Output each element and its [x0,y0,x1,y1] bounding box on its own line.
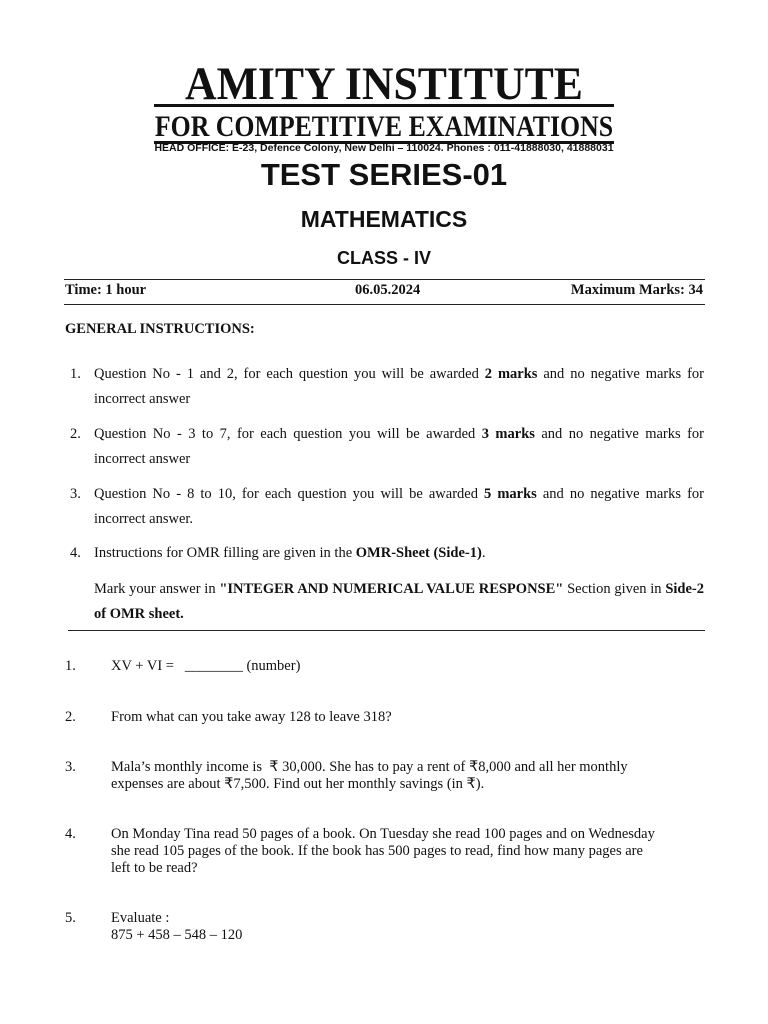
institute-subtitle: FOR COMPETITIVE EXAMINATIONS [154,110,614,143]
instruction-item [70,482,704,532]
exam-date: 06.05.2024 [355,282,421,298]
question-item [65,826,705,877]
question-number: 5. [65,910,76,926]
test-series-title: TEST SERIES-01 [260,157,508,192]
omr-note-section: "INTEGER AND NUMERICAL VALUE RESPONSE" [219,581,564,597]
omr-note-text: Mark your answer in [94,581,220,597]
instruction-item [70,422,704,472]
instruction-omr-sheet: OMR-Sheet (Side-1) [355,545,482,561]
instruction-text-end: and no negative marks for incorrect answer [94,426,704,467]
info-rule-bottom [64,304,705,305]
omr-note [70,577,704,627]
instruction-item [70,541,704,566]
question-number: 4. [65,826,76,842]
question-text: Evaluate : [111,910,170,926]
instruction-number: 4. [70,545,81,561]
question-text: XV + VI = ________ (number) [111,658,301,674]
instruction-text: Question No - 1 and 2, for each question you will be awarded [94,366,485,382]
omr-note-text-mid: Section given in [563,581,666,597]
instruction-text-end: and no negative marks for incorrect answer. [94,486,704,527]
question-text: On Monday Tina read 50 pages of a book. On Tuesday she read 100 pages and on Wednesday [111,826,655,842]
question-text: From what can you take away 128 to leave 318? [111,709,392,725]
instruction-text: Question No - 3 to 7, for each question you will be awarded [94,426,482,442]
instruction-text: Instructions for OMR filling are given in the [94,545,356,561]
head-office-address: HEAD OFFICE: E-23, Defence Colony, New Delhi – 110024. Phones : 011-41888030, 41888031 [154,142,614,154]
question-text: she read 105 pages of the book. If the book has 500 pages to read, find how many pages are [111,843,643,859]
question-text: Mala’s monthly income is ₹ 30,000. She has to pay a rent of ₹8,000 and all her monthly [111,759,628,775]
question-item [65,658,705,675]
question-item [65,709,705,726]
instruction-item [70,362,704,412]
exam-time: Time: 1 hour [65,282,147,298]
subject-title: MATHEMATICS [300,206,468,232]
instruction-number: 1. [70,366,81,382]
question-text: expenses are about ₹7,500. Find out her monthly savings (in ₹). [111,776,485,792]
instruction-number: 2. [70,426,81,442]
question-number: 3. [65,759,76,775]
institute-name: AMITY INSTITUTE [185,58,583,110]
instruction-number: 3. [70,486,81,502]
question-text: left to be read? [111,860,198,876]
question-text: 875 + 458 – 548 – 120 [111,927,243,943]
question-item [65,759,705,793]
omr-note-side: Side-2 of OMR sheet. [94,581,704,622]
instruction-text: Question No - 8 to 10, for each question you will be awarded [94,486,485,502]
class-label: CLASS - IV [336,248,431,268]
general-instructions-heading: GENERAL INSTRUCTIONS: [65,321,255,337]
question-number: 2. [65,709,76,725]
instruction-text-end: and no negative marks for incorrect answer [94,366,704,407]
question-number: 1. [65,658,76,674]
question-item [65,910,705,944]
instruction-marks: 2 marks [484,366,538,382]
instructions-divider [68,630,705,631]
instruction-marks: 3 marks [481,426,535,442]
maximum-marks: Maximum Marks: 34 [570,282,703,298]
instruction-text-end: . [481,545,486,561]
instruction-marks: 5 marks [484,486,537,502]
logo-rule-top [154,104,614,107]
